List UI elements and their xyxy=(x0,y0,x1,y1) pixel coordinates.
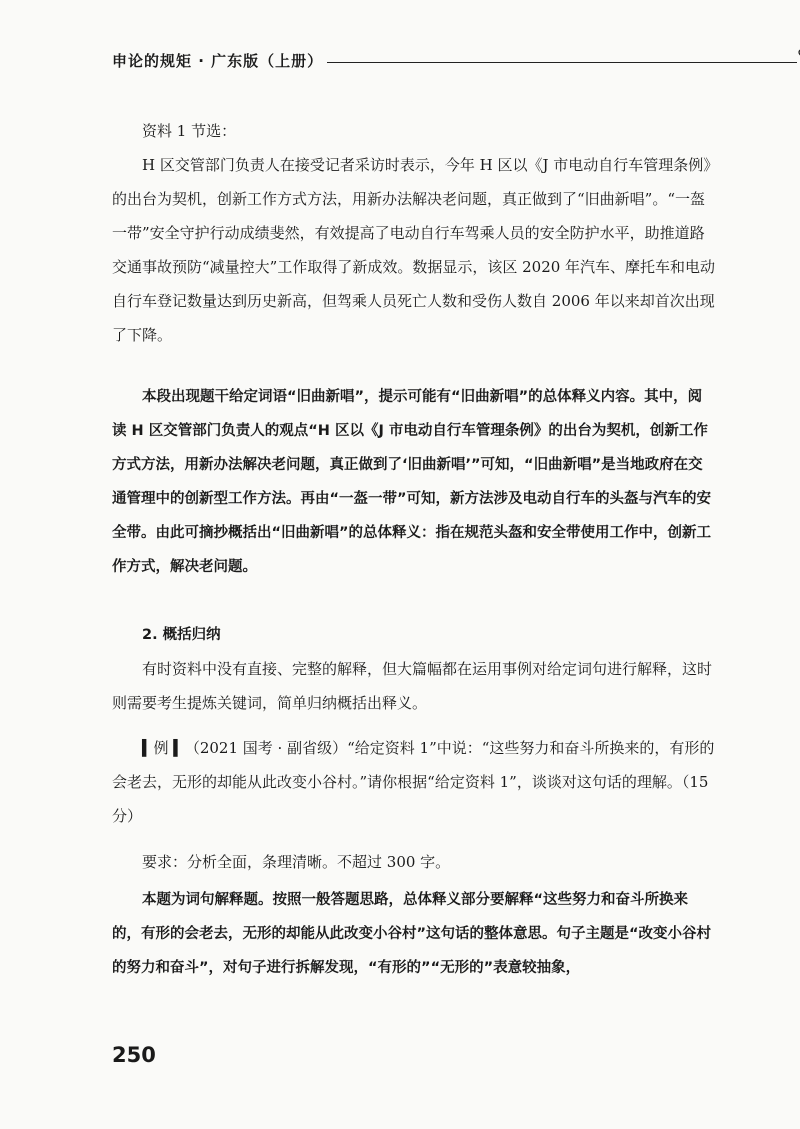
header-rule xyxy=(327,62,797,63)
method-paragraph: 有时资料中没有直接、完整的解释，但大篇幅都在运用事例对给定词句进行解释，这时则需要考生提炼关键词，简单归纳概括出释义。 xyxy=(112,660,713,712)
running-header xyxy=(112,44,712,74)
header-title: 申论的规矩 · 广东版（上册） xyxy=(112,52,324,70)
page-number: 250 xyxy=(112,1043,156,1067)
requirement-text: 要求：分析全面，条理清晰。不超过 300 字。 xyxy=(142,853,451,871)
example-question: ▍例 ▍（2021 国考 · 副省级）“给定资料 1”中说：“这些努力和奋斗所换来的，有形的会老去，无形的却能从此改变小谷村。”请你根据“给定资料 1”，谈谈对这句话的理解。（15 分） xyxy=(112,739,715,825)
material-title: 资料 1 节选： xyxy=(142,122,237,140)
material-paragraph: H 区交管部门负责人在接受记者采访时表示，今年 H 区以《J 市电动自行车管理条例》的出台为契机，创新工作方式方法，用新办法解决老问题，真正做到了“旧曲新唱”。“一盔一带”安全守护行动成绩斐然，有效提高了电动自行车驾乘人员的安全防护水平，助推道路交通事故预防“减量控大”工作取得了新成效。数据显示，该区 2020 年汽车、摩托车和电动自行车登记数量达到历史新高，但驾乘人员死亡人数和受伤人数自 2006 年以来却首次出现了下降。 xyxy=(112,156,716,344)
sprout-icon xyxy=(796,44,800,70)
answer-analysis-paragraph: 本题为词句解释题。按照一般答题思路，总体释义部分要解释“这些努力和奋斗所换来的，有形的会老去，无形的却能从此改变小谷村”这句话的整体意思。句子主题是“改变小谷村的努力和奋斗”，对句子进行拆解发现，“有形的”“无形的”表意较抽象， xyxy=(112,892,712,976)
analysis-paragraph: 本段出现题干给定词语“旧曲新唱”，提示可能有“旧曲新唱”的总体释义内容。其中，阅读 H 区交管部门负责人的观点“H 区以《J 市电动自行车管理条例》的出台为契机，创新工作方式方法，用新办法解决老问题，真正做到了‘旧曲新唱’”可知，“旧曲新唱”是当地政府在交通管理中的创新型工作方法。再由“一盔一带”可知，新方法涉及电动自行车的头盔与汽车的安全带。由此可摘抄概括出“旧曲新唱”的总体释义：指在规范头盔和安全带使用工作中，创新工作方式，解决老问题。 xyxy=(112,389,712,575)
section-heading: 2. 概括归纳 xyxy=(142,627,221,643)
